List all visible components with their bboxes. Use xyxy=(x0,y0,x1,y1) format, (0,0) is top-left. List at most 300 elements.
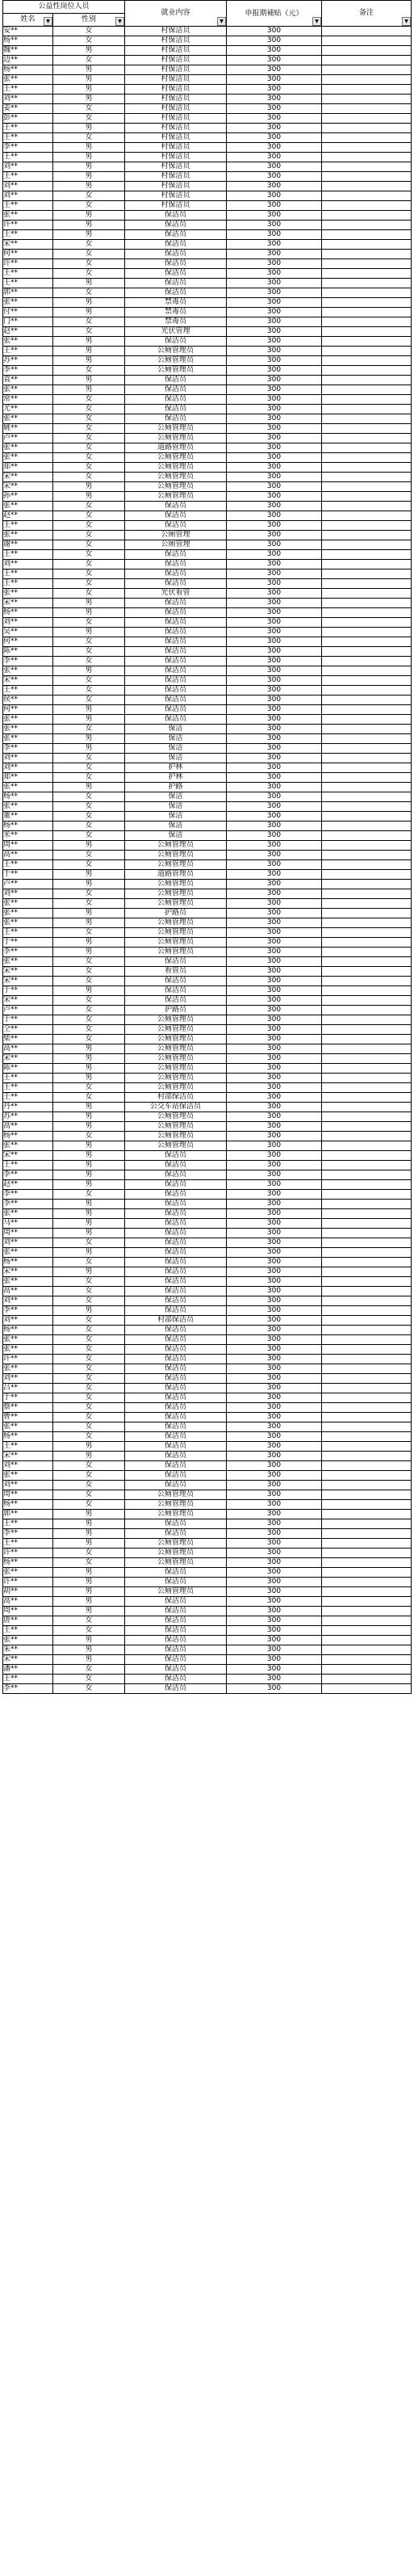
cell-subsidy[interactable]: 300 xyxy=(227,1122,322,1132)
cell-name[interactable]: 宋** xyxy=(3,599,53,608)
cell-job[interactable]: 村保洁员 xyxy=(125,95,227,104)
cell-subsidy[interactable]: 300 xyxy=(227,899,322,909)
cell-job[interactable]: 看管员 xyxy=(125,967,227,977)
cell-note[interactable] xyxy=(322,250,412,259)
cell-subsidy[interactable]: 300 xyxy=(227,521,322,531)
cell-gender[interactable]: 男 xyxy=(53,1442,125,1452)
cell-note[interactable] xyxy=(322,124,412,133)
cell-job[interactable]: 保洁员 xyxy=(125,1180,227,1190)
cell-subsidy[interactable]: 300 xyxy=(227,395,322,405)
cell-note[interactable] xyxy=(322,831,412,841)
cell-gender[interactable]: 男 xyxy=(53,75,125,85)
cell-job[interactable]: 保洁员 xyxy=(125,1151,227,1161)
cell-job[interactable]: 保洁员 xyxy=(125,1306,227,1316)
cell-note[interactable] xyxy=(322,317,412,327)
dropdown-arrow-icon[interactable]: ▼ xyxy=(44,17,52,26)
cell-subsidy[interactable]: 300 xyxy=(227,46,322,56)
cell-note[interactable] xyxy=(322,308,412,317)
cell-name[interactable]: 张** xyxy=(3,666,53,676)
cell-gender[interactable]: 男 xyxy=(53,1161,125,1170)
cell-gender[interactable]: 女 xyxy=(53,928,125,938)
cell-name[interactable]: 仝** xyxy=(3,1025,53,1035)
cell-subsidy[interactable]: 300 xyxy=(227,1684,322,1694)
dropdown-arrow-icon[interactable]: ▼ xyxy=(217,17,226,26)
cell-job[interactable]: 保洁员 xyxy=(125,996,227,1006)
cell-note[interactable] xyxy=(322,744,412,754)
cell-name[interactable]: 王** xyxy=(3,279,53,288)
cell-name[interactable]: 李** xyxy=(3,1190,53,1200)
cell-name[interactable]: 蔡** xyxy=(3,1403,53,1413)
cell-name[interactable]: 宋** xyxy=(3,240,53,250)
cell-gender[interactable]: 女 xyxy=(53,1132,125,1141)
cell-gender[interactable]: 男 xyxy=(53,298,125,308)
cell-job[interactable]: 村保洁员 xyxy=(125,114,227,124)
cell-job[interactable]: 保洁员 xyxy=(125,599,227,608)
cell-job[interactable]: 村保洁员 xyxy=(125,191,227,201)
cell-name[interactable]: 张** xyxy=(3,1277,53,1287)
cell-gender[interactable]: 女 xyxy=(53,802,125,812)
cell-subsidy[interactable]: 300 xyxy=(227,385,322,395)
cell-job[interactable]: 保洁员 xyxy=(125,1626,227,1636)
cell-note[interactable] xyxy=(322,1645,412,1655)
cell-name[interactable]: 李** xyxy=(3,1684,53,1694)
cell-job[interactable]: 保洁 xyxy=(125,802,227,812)
cell-gender[interactable]: 女 xyxy=(53,792,125,802)
cell-subsidy[interactable]: 300 xyxy=(227,560,322,569)
cell-name[interactable]: 张** xyxy=(3,75,53,85)
cell-subsidy[interactable]: 300 xyxy=(227,725,322,734)
cell-note[interactable] xyxy=(322,1083,412,1093)
cell-name[interactable]: 唐** xyxy=(3,1616,53,1626)
cell-note[interactable] xyxy=(322,569,412,579)
cell-subsidy[interactable]: 300 xyxy=(227,1539,322,1549)
cell-job[interactable]: 保洁员 xyxy=(125,695,227,705)
cell-name[interactable]: 吴** xyxy=(3,628,53,637)
cell-gender[interactable]: 男 xyxy=(53,1229,125,1238)
cell-gender[interactable]: 女 xyxy=(53,133,125,143)
cell-job[interactable]: 保洁员 xyxy=(125,414,227,424)
cell-gender[interactable]: 女 xyxy=(53,1471,125,1481)
cell-subsidy[interactable]: 300 xyxy=(227,162,322,172)
cell-subsidy[interactable]: 300 xyxy=(227,1306,322,1316)
cell-gender[interactable]: 女 xyxy=(53,531,125,540)
cell-note[interactable] xyxy=(322,1287,412,1296)
cell-name[interactable]: 王** xyxy=(3,1093,53,1103)
cell-gender[interactable]: 女 xyxy=(53,977,125,986)
cell-note[interactable] xyxy=(322,114,412,124)
cell-gender[interactable]: 女 xyxy=(53,1616,125,1626)
cell-note[interactable] xyxy=(322,763,412,773)
cell-subsidy[interactable]: 300 xyxy=(227,889,322,899)
cell-note[interactable] xyxy=(322,1015,412,1025)
cell-subsidy[interactable]: 300 xyxy=(227,1645,322,1655)
cell-gender[interactable]: 女 xyxy=(53,1481,125,1490)
cell-job[interactable]: 保洁员 xyxy=(125,250,227,259)
cell-subsidy[interactable]: 300 xyxy=(227,1093,322,1103)
cell-gender[interactable]: 女 xyxy=(53,1626,125,1636)
cell-gender[interactable]: 女 xyxy=(53,434,125,443)
cell-name[interactable]: 王** xyxy=(3,85,53,95)
cell-job[interactable]: 护路员 xyxy=(125,909,227,918)
cell-name[interactable]: 高** xyxy=(3,1044,53,1054)
cell-gender[interactable]: 男 xyxy=(53,385,125,395)
cell-gender[interactable]: 女 xyxy=(53,521,125,531)
cell-job[interactable]: 保洁员 xyxy=(125,1345,227,1355)
cell-subsidy[interactable]: 300 xyxy=(227,986,322,996)
cell-gender[interactable]: 男 xyxy=(53,1074,125,1083)
cell-note[interactable] xyxy=(322,841,412,851)
cell-name[interactable]: 许** xyxy=(3,259,53,269)
cell-name[interactable]: 刘** xyxy=(3,1374,53,1384)
cell-job[interactable]: 村保洁员 xyxy=(125,104,227,114)
cell-job[interactable]: 村保洁员 xyxy=(125,172,227,182)
cell-note[interactable] xyxy=(322,1035,412,1044)
cell-note[interactable] xyxy=(322,1190,412,1200)
cell-note[interactable] xyxy=(322,1636,412,1645)
cell-subsidy[interactable]: 300 xyxy=(227,1403,322,1413)
cell-subsidy[interactable]: 300 xyxy=(227,637,322,647)
cell-gender[interactable]: 女 xyxy=(53,1675,125,1684)
cell-name[interactable]: 张** xyxy=(3,502,53,511)
cell-subsidy[interactable]: 300 xyxy=(227,211,322,221)
cell-subsidy[interactable]: 300 xyxy=(227,1675,322,1684)
cell-note[interactable] xyxy=(322,783,412,792)
cell-name[interactable]: 卢** xyxy=(3,434,53,443)
cell-subsidy[interactable]: 300 xyxy=(227,1442,322,1452)
cell-note[interactable] xyxy=(322,1607,412,1616)
cell-gender[interactable]: 女 xyxy=(53,201,125,211)
cell-subsidy[interactable]: 300 xyxy=(227,1665,322,1675)
cell-gender[interactable]: 女 xyxy=(53,405,125,414)
cell-note[interactable] xyxy=(322,1665,412,1675)
cell-subsidy[interactable]: 300 xyxy=(227,870,322,880)
cell-job[interactable]: 保洁员 xyxy=(125,1393,227,1403)
cell-note[interactable] xyxy=(322,589,412,599)
cell-gender[interactable]: 女 xyxy=(53,1287,125,1296)
cell-gender[interactable]: 女 xyxy=(53,831,125,841)
cell-job[interactable]: 村保洁员 xyxy=(125,46,227,56)
cell-note[interactable] xyxy=(322,1093,412,1103)
cell-gender[interactable]: 男 xyxy=(53,705,125,715)
cell-subsidy[interactable]: 300 xyxy=(227,967,322,977)
cell-job[interactable]: 保洁员 xyxy=(125,1374,227,1384)
cell-job[interactable]: 保洁员 xyxy=(125,230,227,240)
cell-gender[interactable]: 男 xyxy=(53,909,125,918)
cell-note[interactable] xyxy=(322,56,412,65)
cell-note[interactable] xyxy=(322,1132,412,1141)
cell-job[interactable]: 公厕管理员 xyxy=(125,1074,227,1083)
cell-job[interactable]: 保洁员 xyxy=(125,579,227,589)
cell-gender[interactable]: 女 xyxy=(53,967,125,977)
cell-job[interactable]: 保洁员 xyxy=(125,259,227,269)
cell-gender[interactable]: 男 xyxy=(53,1151,125,1161)
cell-name[interactable]: 丹** xyxy=(3,1103,53,1112)
cell-note[interactable] xyxy=(322,628,412,637)
cell-note[interactable] xyxy=(322,1626,412,1636)
cell-gender[interactable]: 女 xyxy=(53,27,125,36)
cell-job[interactable]: 公厕管理员 xyxy=(125,1064,227,1074)
cell-name[interactable]: 张** xyxy=(3,211,53,221)
cell-note[interactable] xyxy=(322,822,412,831)
cell-subsidy[interactable]: 300 xyxy=(227,1626,322,1636)
cell-job[interactable]: 保洁员 xyxy=(125,1209,227,1219)
cell-note[interactable] xyxy=(322,909,412,918)
cell-name[interactable]: 张** xyxy=(3,1141,53,1151)
cell-name[interactable]: 杨** xyxy=(3,1326,53,1335)
cell-job[interactable]: 保洁员 xyxy=(125,957,227,967)
cell-job[interactable]: 保洁员 xyxy=(125,1326,227,1335)
cell-name[interactable]: 李** xyxy=(3,1529,53,1539)
cell-subsidy[interactable]: 300 xyxy=(227,279,322,288)
cell-subsidy[interactable]: 300 xyxy=(227,443,322,453)
cell-name[interactable]: 张** xyxy=(3,734,53,744)
cell-gender[interactable]: 男 xyxy=(53,182,125,191)
cell-job[interactable]: 保洁员 xyxy=(125,1597,227,1607)
cell-name[interactable]: 宋** xyxy=(3,996,53,1006)
cell-gender[interactable]: 男 xyxy=(53,172,125,182)
cell-name[interactable]: 周** xyxy=(3,1607,53,1616)
cell-name[interactable]: 刘** xyxy=(3,889,53,899)
cell-job[interactable]: 公厕管理员 xyxy=(125,1054,227,1064)
cell-job[interactable]: 公厕管理员 xyxy=(125,1025,227,1035)
cell-name[interactable]: 刘** xyxy=(3,1296,53,1306)
cell-name[interactable]: 李** xyxy=(3,143,53,153)
cell-gender[interactable]: 男 xyxy=(53,162,125,172)
cell-job[interactable]: 公厕管理员 xyxy=(125,1549,227,1558)
cell-job[interactable]: 保洁员 xyxy=(125,1461,227,1471)
cell-subsidy[interactable]: 300 xyxy=(227,327,322,337)
cell-subsidy[interactable]: 300 xyxy=(227,831,322,841)
cell-name[interactable]: 许** xyxy=(3,1355,53,1364)
cell-subsidy[interactable]: 300 xyxy=(227,1616,322,1626)
cell-name[interactable]: 刘** xyxy=(3,95,53,104)
cell-gender[interactable]: 男 xyxy=(53,279,125,288)
cell-name[interactable]: 许** xyxy=(3,221,53,230)
cell-job[interactable]: 保洁员 xyxy=(125,240,227,250)
cell-subsidy[interactable]: 300 xyxy=(227,95,322,104)
cell-subsidy[interactable]: 300 xyxy=(227,201,322,211)
cell-gender[interactable]: 女 xyxy=(53,1413,125,1422)
cell-subsidy[interactable]: 300 xyxy=(227,1054,322,1064)
cell-job[interactable]: 公厕管理员 xyxy=(125,1510,227,1519)
cell-name[interactable]: 于** xyxy=(3,1015,53,1025)
cell-note[interactable] xyxy=(322,686,412,695)
cell-subsidy[interactable]: 300 xyxy=(227,1044,322,1054)
cell-note[interactable] xyxy=(322,1161,412,1170)
cell-gender[interactable]: 女 xyxy=(53,414,125,424)
cell-subsidy[interactable]: 300 xyxy=(227,1132,322,1141)
cell-name[interactable]: 王** xyxy=(3,133,53,143)
cell-name[interactable]: 安** xyxy=(3,27,53,36)
cell-note[interactable] xyxy=(322,676,412,686)
cell-job[interactable]: 公厕管理员 xyxy=(125,948,227,957)
cell-subsidy[interactable]: 300 xyxy=(227,763,322,773)
cell-gender[interactable]: 男 xyxy=(53,153,125,162)
cell-subsidy[interactable]: 300 xyxy=(227,996,322,1006)
cell-job[interactable]: 保洁员 xyxy=(125,1219,227,1229)
cell-gender[interactable]: 女 xyxy=(53,957,125,967)
cell-name[interactable]: 张** xyxy=(3,1209,53,1219)
cell-gender[interactable]: 男 xyxy=(53,1452,125,1461)
cell-note[interactable] xyxy=(322,725,412,734)
cell-job[interactable]: 保洁员 xyxy=(125,550,227,560)
cell-gender[interactable]: 男 xyxy=(53,599,125,608)
cell-name[interactable]: 李** xyxy=(3,948,53,957)
cell-gender[interactable]: 女 xyxy=(53,1364,125,1374)
cell-note[interactable] xyxy=(322,482,412,492)
cell-name[interactable]: 宋** xyxy=(3,1054,53,1064)
cell-subsidy[interactable]: 300 xyxy=(227,1151,322,1161)
cell-name[interactable]: 谢** xyxy=(3,540,53,550)
cell-name[interactable]: 胡** xyxy=(3,1587,53,1597)
cell-subsidy[interactable]: 300 xyxy=(227,686,322,695)
cell-note[interactable] xyxy=(322,695,412,705)
cell-job[interactable]: 公厕管理员 xyxy=(125,1122,227,1132)
cell-job[interactable]: 保洁员 xyxy=(125,337,227,347)
cell-note[interactable] xyxy=(322,434,412,443)
cell-name[interactable]: 王** xyxy=(3,1083,53,1093)
cell-name[interactable]: 于** xyxy=(3,986,53,996)
cell-note[interactable] xyxy=(322,1006,412,1015)
cell-name[interactable]: 潘** xyxy=(3,1665,53,1675)
cell-job[interactable]: 公厕管理员 xyxy=(125,492,227,502)
cell-name[interactable]: 王** xyxy=(3,124,53,133)
cell-note[interactable] xyxy=(322,996,412,1006)
cell-gender[interactable]: 女 xyxy=(53,763,125,773)
cell-note[interactable] xyxy=(322,1675,412,1684)
cell-job[interactable]: 保洁员 xyxy=(125,560,227,569)
cell-gender[interactable]: 女 xyxy=(53,1355,125,1364)
cell-note[interactable] xyxy=(322,1539,412,1549)
cell-subsidy[interactable]: 300 xyxy=(227,85,322,95)
cell-note[interactable] xyxy=(322,918,412,928)
cell-name[interactable]: 张** xyxy=(3,957,53,967)
cell-note[interactable] xyxy=(322,1413,412,1422)
cell-subsidy[interactable]: 300 xyxy=(227,133,322,143)
cell-subsidy[interactable]: 300 xyxy=(227,269,322,279)
cell-note[interactable] xyxy=(322,337,412,347)
cell-gender[interactable]: 男 xyxy=(53,938,125,948)
cell-name[interactable]: 周** xyxy=(3,1490,53,1500)
cell-gender[interactable]: 女 xyxy=(53,473,125,482)
cell-gender[interactable]: 男 xyxy=(53,734,125,744)
cell-job[interactable]: 保洁员 xyxy=(125,1452,227,1461)
cell-name[interactable]: 李** xyxy=(3,1170,53,1180)
cell-gender[interactable]: 女 xyxy=(53,1374,125,1384)
cell-note[interactable] xyxy=(322,705,412,715)
cell-subsidy[interactable]: 300 xyxy=(227,579,322,589)
cell-job[interactable]: 道路管理员 xyxy=(125,443,227,453)
cell-name[interactable]: 王** xyxy=(3,201,53,211)
cell-subsidy[interactable]: 300 xyxy=(227,1326,322,1335)
cell-note[interactable] xyxy=(322,1364,412,1374)
cell-subsidy[interactable]: 300 xyxy=(227,1316,322,1326)
cell-gender[interactable]: 男 xyxy=(53,356,125,366)
cell-subsidy[interactable]: 300 xyxy=(227,1413,322,1422)
cell-name[interactable]: 杨** xyxy=(3,1500,53,1510)
cell-note[interactable] xyxy=(322,1452,412,1461)
cell-gender[interactable]: 男 xyxy=(53,1141,125,1151)
cell-job[interactable]: 保洁员 xyxy=(125,686,227,695)
cell-note[interactable] xyxy=(322,1529,412,1539)
cell-name[interactable]: 周** xyxy=(3,841,53,851)
cell-name[interactable]: 宋** xyxy=(3,1151,53,1161)
cell-subsidy[interactable]: 300 xyxy=(227,928,322,938)
cell-job[interactable]: 公厕管理员 xyxy=(125,482,227,492)
cell-name[interactable]: 宋** xyxy=(3,473,53,482)
cell-name[interactable]: 侯** xyxy=(3,695,53,705)
cell-subsidy[interactable]: 300 xyxy=(227,405,322,414)
cell-subsidy[interactable]: 300 xyxy=(227,1364,322,1374)
cell-gender[interactable]: 男 xyxy=(53,783,125,792)
cell-gender[interactable]: 女 xyxy=(53,686,125,695)
cell-subsidy[interactable]: 300 xyxy=(227,124,322,133)
cell-name[interactable]: 吕** xyxy=(3,1384,53,1393)
cell-name[interactable]: 李** xyxy=(3,1200,53,1209)
cell-job[interactable]: 护林 xyxy=(125,773,227,783)
cell-subsidy[interactable]: 300 xyxy=(227,1597,322,1607)
cell-subsidy[interactable]: 300 xyxy=(227,250,322,259)
cell-gender[interactable]: 男 xyxy=(53,124,125,133)
cell-note[interactable] xyxy=(322,734,412,744)
cell-note[interactable] xyxy=(322,191,412,201)
cell-subsidy[interactable]: 300 xyxy=(227,259,322,269)
cell-name[interactable]: 宋** xyxy=(3,482,53,492)
cell-gender[interactable]: 女 xyxy=(53,812,125,822)
cell-job[interactable]: 公厕管理员 xyxy=(125,938,227,948)
cell-gender[interactable]: 女 xyxy=(53,56,125,65)
cell-name[interactable]: 卢** xyxy=(3,1006,53,1015)
cell-gender[interactable]: 男 xyxy=(53,211,125,221)
cell-name[interactable]: 郭** xyxy=(3,288,53,298)
cell-job[interactable]: 保洁员 xyxy=(125,1568,227,1578)
cell-gender[interactable]: 男 xyxy=(53,492,125,502)
cell-name[interactable]: 郭** xyxy=(3,1510,53,1519)
cell-note[interactable] xyxy=(322,977,412,986)
cell-job[interactable]: 光伏管理 xyxy=(125,327,227,337)
cell-name[interactable]: 张** xyxy=(3,531,53,540)
cell-name[interactable]: 朱** xyxy=(3,1645,53,1655)
cell-job[interactable]: 村保洁员 xyxy=(125,162,227,172)
cell-subsidy[interactable]: 300 xyxy=(227,860,322,870)
cell-name[interactable]: 宋** xyxy=(3,1655,53,1665)
cell-note[interactable] xyxy=(322,792,412,802)
cell-gender[interactable]: 男 xyxy=(53,1587,125,1597)
cell-job[interactable]: 保洁员 xyxy=(125,1287,227,1296)
cell-note[interactable] xyxy=(322,1403,412,1413)
cell-subsidy[interactable]: 300 xyxy=(227,1064,322,1074)
cell-name[interactable]: 王** xyxy=(3,347,53,356)
cell-subsidy[interactable]: 300 xyxy=(227,75,322,85)
cell-name[interactable]: 张** xyxy=(3,715,53,725)
cell-job[interactable]: 保洁员 xyxy=(125,1413,227,1422)
cell-gender[interactable]: 女 xyxy=(53,860,125,870)
cell-note[interactable] xyxy=(322,1044,412,1054)
cell-note[interactable] xyxy=(322,1587,412,1597)
cell-gender[interactable]: 男 xyxy=(53,870,125,880)
cell-subsidy[interactable]: 300 xyxy=(227,841,322,851)
cell-subsidy[interactable]: 300 xyxy=(227,851,322,860)
cell-note[interactable] xyxy=(322,1296,412,1306)
cell-subsidy[interactable]: 300 xyxy=(227,36,322,46)
cell-job[interactable]: 公厕管理员 xyxy=(125,1083,227,1093)
cell-note[interactable] xyxy=(322,1374,412,1384)
cell-gender[interactable]: 女 xyxy=(53,695,125,705)
cell-note[interactable] xyxy=(322,1064,412,1074)
cell-job[interactable]: 保洁员 xyxy=(125,977,227,986)
cell-subsidy[interactable]: 300 xyxy=(227,705,322,715)
cell-gender[interactable]: 女 xyxy=(53,1258,125,1267)
